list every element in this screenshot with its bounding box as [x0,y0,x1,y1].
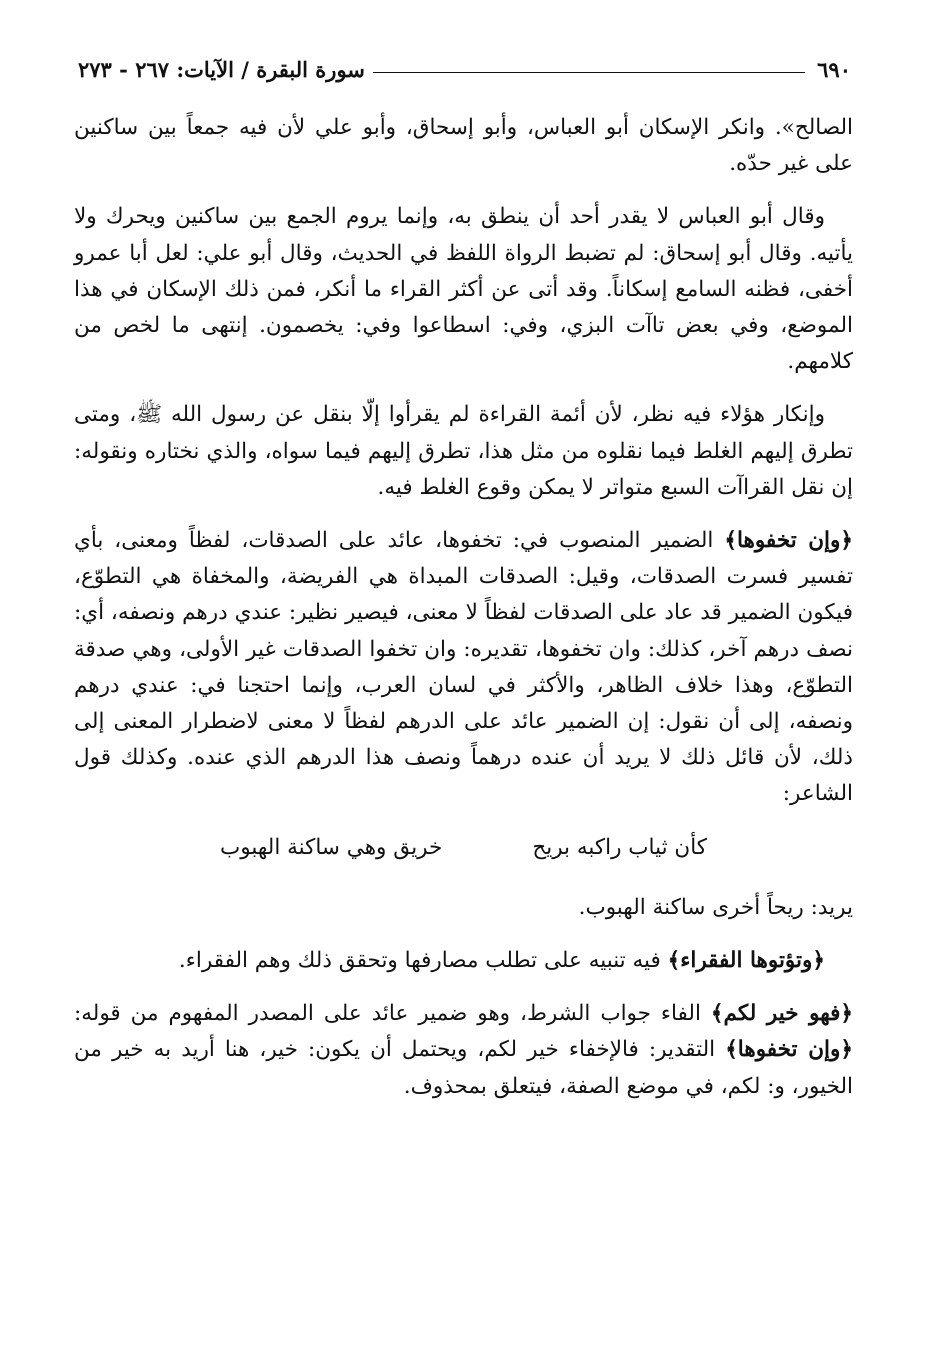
running-header [78,52,851,86]
paragraph-text: يريد: ريحاً أخرى ساكنة الهبوب. [578,894,853,920]
paragraph [74,199,853,380]
paragraph [74,397,853,506]
main-text [74,110,853,1122]
quran-quote: ﴿وتؤتوها الفقراء﴾ [667,948,825,974]
paragraph-text: وإنكار هؤلاء فيه نظر، لأن أئمة القراءة لم يقرأوا إلّا بنقل عن رسول الله ﷺ، ومتى تطرق إليهم الغلط فيما نقلوه من مثل هذا، تطرق إليهم فيما سواه، والذي نختاره ونقوله: إن نقل القراآت السبع متواتر لا يمكن وقوع الغلط فيه. [74,402,853,500]
verse-left-hemistich: خريق وهي ساكنة الهبوب [220,834,443,860]
paragraph [74,890,853,926]
paragraph [74,110,853,182]
quran-quote: ﴿وإن تخفوها﴾ [724,528,853,554]
paragraph-text: التقدير: فالإخفاء خير لكم، ويحتمل أن يكون: خير، هنا أريد به خير من الخيور، و: لكم، في موضع الصفة، فيتعلق بمحذوف. [74,1037,853,1099]
paragraph-text: وقال أبو العباس لا يقدر أحد أن ينطق به، وإنما يروم الجمع بين ساكنين ويحرك ولا يأتيه. وقال أبو إسحاق: لم تضبط الرواة اللفظ في الحديث، وقال أبو علي: لعل أبا عمرو أخفى، فظنه السامع إسكاناً. وقد أتى عن أكثر القراء ما أنكر، فمن ذلك الإسكان في هذا الموضع، وفي بعض تاآت البزي، وفي: اسطاعوا وفي: يخصمون. إنتهى ما لخص من كلامهم. [74,204,853,375]
header-rule [373,72,805,73]
quran-quote: ﴿فهو خير لكم﴾ [710,1001,853,1027]
surah-title: سورة البقرة / الآيات: ٢٦٧ - ٢٧٣ [78,56,365,82]
paragraph [74,523,853,813]
poetry-verse [74,830,853,866]
paragraph-text: الضمير المنصوب في: تخفوها، عائد على الصدقات، لفظاً ومعنى، بأي تفسير فسرت الصدقات، وقيل: الصدقات المبداة هي الفريضة، والمخفاة هي التطوّع، فيكون الضمير قد عاد على الصدقات لفظاً لا معنى، فيصير نظير: عندي درهم ونصفه، أي: نصف درهم آخر، كذلك: وان تخفوها، تقديره: وان تخفوا الصدقات غير الأولى، وهي صدقة التطوّع، وهذا خلاف الظاهر، والأكثر في لسان العرب، وإنما احتجنا في: عندي درهم ونصفه، إلى أن نقول: إن الضمير عائد على الدرهم لفظاً لا معنى لاضطرار المعنى إلى ذلك، لأن قائل ذلك لا يريد أن عنده درهماً ونصف هذا الدرهم الذي عنده. وكذلك قول الشاعر: [74,528,853,807]
paragraph [74,943,853,979]
paragraph [74,996,853,1105]
quran-quote: ﴿وإن تخفوها﴾ [725,1037,853,1063]
page-number: ٦٩٠ [817,56,851,82]
verse-right-hemistich: كأن ثياب راكبه بريح [532,834,707,860]
paragraph-text: فيه تنبيه على تطلب مصارفها وتحقق ذلك وهم الفقراء. [178,948,668,974]
paragraph-text: الصالح». وانكر الإسكان أبو العباس، وأبو إسحاق، وأبو علي لأن فيه جمعاً بين ساكنين على غير حدّه. [74,115,853,177]
paragraph-text: الفاء جواب الشرط، وهو ضمير عائد على المصدر المفهوم من قوله: [74,1001,711,1027]
